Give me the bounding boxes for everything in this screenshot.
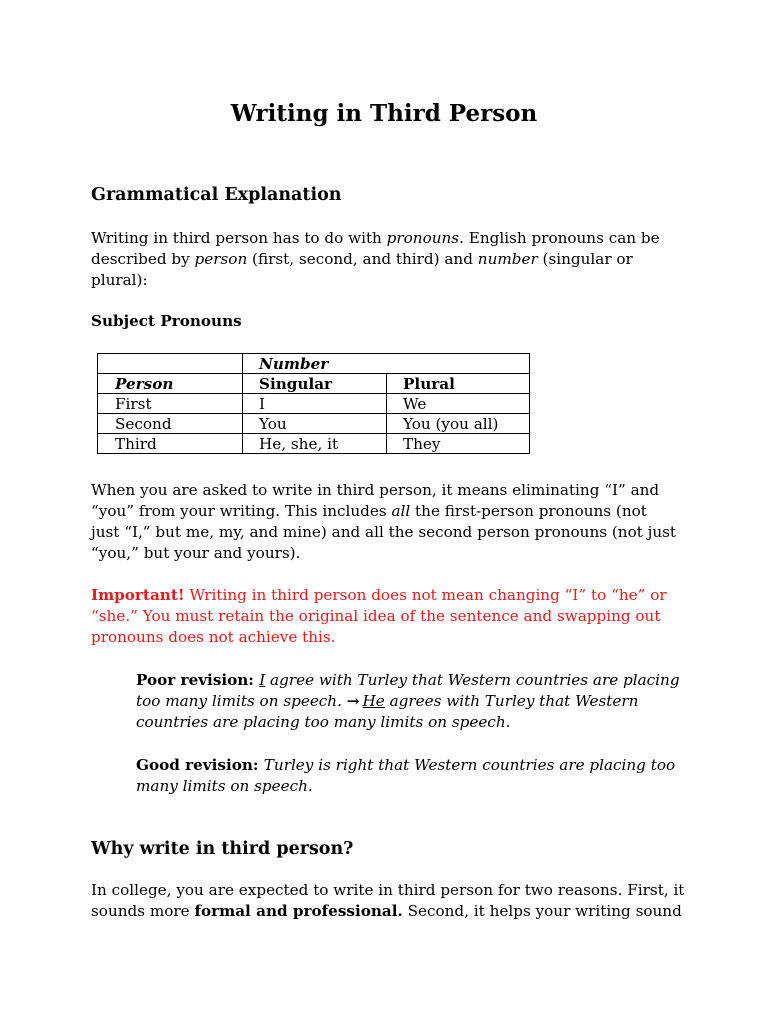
- table-cell: You (you all): [387, 414, 530, 434]
- table-cell: First: [98, 394, 243, 414]
- section-heading-why-third-person: Why write in third person?: [91, 839, 354, 859]
- table-cell: They: [387, 434, 530, 454]
- table-header-plural: Plural: [387, 374, 530, 394]
- table-row: [98, 414, 530, 434]
- intro-paragraph: Writing in third person has to do with pronouns. English pronouns can be described by person (first, second, and third) and number (singular or plural):: [91, 229, 660, 289]
- good-revision-example: Good revision: Turley is right that Western countries are placing too many limits on speech.: [136, 756, 676, 795]
- table-header-singular: Singular: [243, 374, 387, 394]
- table-cell: Third: [98, 434, 243, 454]
- section-heading-grammatical-explanation: Grammatical Explanation: [91, 185, 342, 205]
- table-cell: We: [387, 394, 530, 414]
- table-header-person: Person: [98, 374, 243, 394]
- subheading-subject-pronouns: Subject Pronouns: [91, 312, 242, 330]
- table-header-row: [98, 374, 530, 394]
- page-title: Writing in Third Person: [230, 100, 538, 127]
- reasons-paragraph: In college, you are expected to write in third person for two reasons. First, it sounds more formal and professional. Second, it helps your writing sound: [91, 881, 685, 920]
- pronoun-table: [97, 353, 530, 454]
- explanation-paragraph: When you are asked to write in third person, it means eliminating “I” and “you” from your writing. This includes all the first-person pronouns (not just “I,” but me, my, and mine) and all the second person pronouns (not just “you,” but your and yours).: [91, 481, 677, 562]
- table-group-header-row: [98, 354, 530, 374]
- important-note: Important! Writing in third person does not mean changing “I” to “he” or “she.” You must retain the original idea of the sentence and swapping out pronouns does not achieve this.: [91, 586, 667, 646]
- good-revision-label: Good revision:: [136, 756, 264, 774]
- table-cell: Second: [98, 414, 243, 434]
- right-arrow-icon: →: [346, 692, 360, 710]
- table-cell: [98, 354, 243, 374]
- table-cell: I: [243, 394, 387, 414]
- table-cell: He, she, it: [243, 434, 387, 454]
- poor-revision-label: Poor revision:: [136, 671, 260, 689]
- table-row: [98, 434, 530, 454]
- table-row: [98, 394, 530, 414]
- table-group-header: Number: [243, 354, 530, 374]
- table-cell: You: [243, 414, 387, 434]
- important-label: Important!: [91, 586, 185, 604]
- poor-revision-example: Poor revision: I agree with Turley that Western countries are placing too many limits on speech. → He agrees with Turley that Western countries are placing too many limits on speech.: [136, 671, 680, 731]
